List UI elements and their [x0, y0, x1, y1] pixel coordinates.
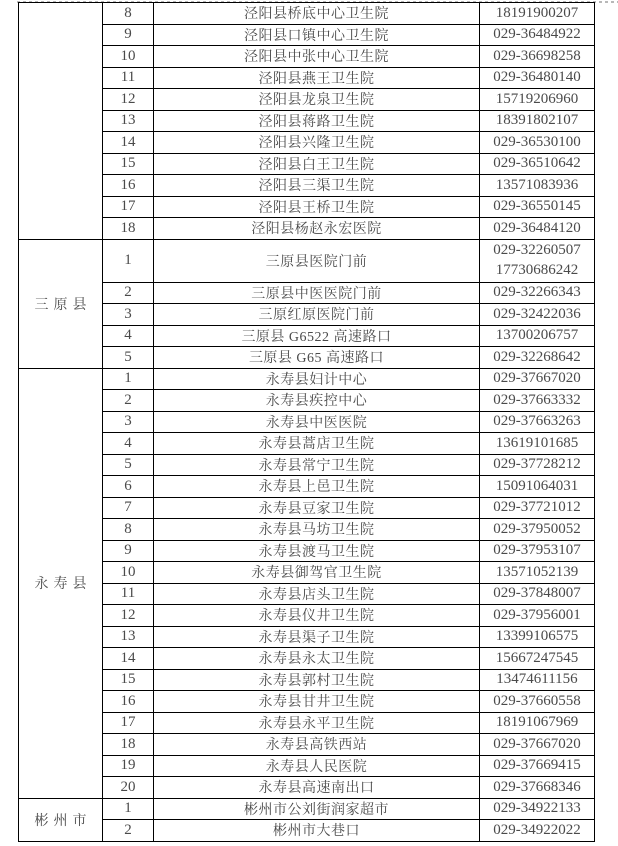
table-row	[19, 67, 595, 89]
site-name-cell: 永寿县高速南出口	[154, 777, 480, 799]
row-index-cell: 19	[103, 755, 154, 777]
phone-cell	[480, 239, 595, 282]
site-name-cell: 泾阳县桥底中心卫生院	[154, 3, 480, 25]
table-row	[19, 132, 595, 154]
site-name-cell: 泾阳县燕王卫生院	[154, 67, 480, 89]
phone-cell	[480, 777, 595, 799]
site-name-cell: 泾阳县王桥卫生院	[154, 196, 480, 218]
site-name-cell: 永寿县永太卫生院	[154, 648, 480, 670]
site-name-cell: 永寿县中医医院	[154, 411, 480, 433]
site-name-cell: 泾阳县口镇中心卫生院	[154, 24, 480, 46]
site-name-cell: 永寿县店头卫生院	[154, 583, 480, 605]
table-row	[19, 669, 595, 691]
table-row	[19, 347, 595, 369]
phone-cell	[480, 755, 595, 777]
table-row	[19, 562, 595, 584]
phone-cell	[480, 540, 595, 562]
row-index-cell: 16	[103, 175, 154, 197]
site-name-cell: 永寿县高铁西站	[154, 734, 480, 756]
site-name-cell: 泾阳县兴隆卫生院	[154, 132, 480, 154]
row-index-cell: 8	[103, 519, 154, 541]
table-row	[19, 433, 595, 455]
phone-number: 029-37663263	[493, 413, 581, 429]
site-name-cell: 永寿县甘井卫生院	[154, 691, 480, 713]
phone-number: 029-37953107	[493, 542, 581, 558]
row-index-cell: 1	[103, 368, 154, 390]
row-index-cell: 6	[103, 476, 154, 498]
table-row	[19, 820, 595, 842]
phone-cell	[480, 46, 595, 68]
row-index-cell: 3	[103, 304, 154, 326]
row-index-cell: 17	[103, 712, 154, 734]
region-cell: 三原县	[19, 239, 103, 368]
site-name-cell: 泾阳县中张中心卫生院	[154, 46, 480, 68]
site-name-cell: 彬州市公刘街润家超市	[154, 798, 480, 820]
row-index-cell: 4	[103, 433, 154, 455]
site-name-cell: 永寿县疾控中心	[154, 390, 480, 412]
table-row	[19, 648, 595, 670]
row-index-cell: 12	[103, 605, 154, 627]
phone-number: 18391802107	[495, 112, 579, 128]
region-cell: 永寿县	[19, 368, 103, 798]
phone-cell	[480, 798, 595, 820]
table-row	[19, 691, 595, 713]
phone-cell	[480, 196, 595, 218]
phone-cell	[480, 497, 595, 519]
phone-cell	[480, 347, 595, 369]
phone-cell	[480, 583, 595, 605]
phone-cell	[480, 691, 595, 713]
phone-number: 029-32422036	[493, 305, 581, 322]
phone-cell	[480, 411, 595, 433]
site-name-cell: 泾阳县白王卫生院	[154, 153, 480, 175]
table-row	[19, 583, 595, 605]
site-name-cell: 三原县 G65 高速路口	[154, 347, 480, 369]
phone-cell	[480, 368, 595, 390]
phone-number: 13399106575	[495, 628, 579, 644]
row-index-cell: 10	[103, 562, 154, 584]
phone-number: 029-36698258	[493, 47, 581, 64]
table-row	[19, 798, 595, 820]
phone-number: 13474611156	[496, 671, 578, 687]
site-name-cell: 永寿县妇计中心	[154, 368, 480, 390]
table-row	[19, 497, 595, 519]
phone-cell	[480, 820, 595, 842]
phone-number: 029-37660558	[493, 692, 581, 709]
table-row	[19, 196, 595, 218]
row-index-cell: 5	[103, 454, 154, 476]
phone-cell	[480, 519, 595, 541]
phone-number: 13700206757	[495, 327, 579, 343]
phone-number: 029-37721012	[493, 499, 581, 515]
phone-number: 18191067969	[495, 714, 579, 730]
phone-number: 15667247545	[495, 649, 579, 666]
row-index-cell: 12	[103, 89, 154, 111]
site-name-cell: 三原县医院门前	[154, 239, 480, 282]
site-name-cell: 永寿县人民医院	[154, 755, 480, 777]
phone-cell	[480, 304, 595, 326]
phone-cell	[480, 562, 595, 584]
site-name-cell: 泾阳县蒋路卫生院	[154, 110, 480, 132]
phone-number: 029-36484922	[493, 26, 581, 42]
table-row	[19, 411, 595, 433]
table-row	[19, 89, 595, 111]
phone-number: 029-32268642	[493, 348, 581, 365]
site-name-cell: 永寿县郭村卫生院	[154, 669, 480, 691]
phone-cell	[480, 390, 595, 412]
phone-cell	[480, 132, 595, 154]
table-row	[19, 454, 595, 476]
table-row	[19, 390, 595, 412]
row-index-cell: 7	[103, 497, 154, 519]
table-row	[19, 325, 595, 347]
phone-number: 029-36530100	[493, 133, 581, 150]
row-index-cell: 9	[103, 24, 154, 46]
table-row	[19, 110, 595, 132]
site-name-cell: 三原县 G6522 高速路口	[154, 325, 480, 347]
phone-cell	[480, 24, 595, 46]
phone-cell	[480, 325, 595, 347]
phone-cell	[480, 476, 595, 498]
phone-cell	[480, 454, 595, 476]
phone-cell	[480, 153, 595, 175]
phone-number: 18191900207	[495, 4, 579, 21]
phone-cell	[480, 218, 595, 240]
site-name-cell: 永寿县豆家卫生院	[154, 497, 480, 519]
table-row	[19, 734, 595, 756]
site-name-cell: 永寿县渠子卫生院	[154, 626, 480, 648]
table-row	[19, 368, 595, 390]
row-index-cell: 20	[103, 777, 154, 799]
phone-number: 13571052139	[495, 563, 579, 580]
phone-number: 029-37668346	[493, 778, 581, 795]
phone-cell	[480, 626, 595, 648]
row-index-cell: 15	[103, 153, 154, 175]
site-name-cell: 泾阳县三渠卫生院	[154, 175, 480, 197]
phone-cell	[480, 669, 595, 691]
phone-number: 029-36510642	[493, 155, 581, 171]
phone-cell	[480, 3, 595, 25]
site-name-cell: 彬州市大巷口	[154, 820, 480, 842]
row-index-cell: 16	[103, 691, 154, 713]
phone-number: 029-37669415	[493, 757, 581, 773]
row-index-cell: 14	[103, 648, 154, 670]
row-index-cell: 10	[103, 46, 154, 68]
row-index-cell: 3	[103, 411, 154, 433]
table-row	[19, 304, 595, 326]
region-cell	[19, 3, 103, 240]
table-row	[19, 777, 595, 799]
phone-number: 029-37848007	[493, 585, 581, 601]
row-index-cell: 2	[103, 282, 154, 304]
table-row	[19, 755, 595, 777]
row-index-cell: 5	[103, 347, 154, 369]
phone-cell	[480, 89, 595, 111]
site-name-cell: 三原县中医医院门前	[154, 282, 480, 304]
phone-number: 029-36550145	[493, 198, 581, 214]
table-row	[19, 282, 595, 304]
row-index-cell: 18	[103, 734, 154, 756]
site-name-cell: 永寿县蒿店卫生院	[154, 433, 480, 455]
row-index-cell: 15	[103, 669, 154, 691]
phone-cell	[480, 110, 595, 132]
table-body	[19, 3, 595, 842]
phone-number: 029-37667020	[493, 735, 581, 752]
phone-number: 029-34922133	[493, 800, 581, 816]
row-index-cell: 9	[103, 540, 154, 562]
site-name-cell: 泾阳县龙泉卫生院	[154, 89, 480, 111]
row-index-cell: 11	[103, 67, 154, 89]
row-index-cell: 8	[103, 3, 154, 25]
table-row	[19, 476, 595, 498]
phone-number: 029-37950052	[493, 520, 581, 537]
row-index-cell: 2	[103, 390, 154, 412]
phone-number: 029-32260507	[493, 242, 581, 258]
phone-number: 029-34922022	[493, 821, 581, 838]
table-row	[19, 3, 595, 25]
site-name-cell: 三原红原医院门前	[154, 304, 480, 326]
contact-table	[18, 2, 595, 842]
site-name-cell: 永寿县常宁卫生院	[154, 454, 480, 476]
region-cell: 彬州市	[19, 798, 103, 841]
phone-number: 13619101685	[495, 434, 579, 451]
table-row	[19, 712, 595, 734]
site-name-cell: 永寿县仪井卫生院	[154, 605, 480, 627]
phone-number: 029-32266343	[493, 284, 581, 300]
row-index-cell: 18	[103, 218, 154, 240]
row-index-cell: 2	[103, 820, 154, 842]
table-row	[19, 153, 595, 175]
phone-number: 13571083936	[495, 176, 579, 193]
phone-number: 029-37728212	[493, 456, 581, 472]
table-row	[19, 24, 595, 46]
phone-number: 17730686242	[495, 261, 579, 278]
table-row	[19, 175, 595, 197]
phone-number: 029-37956001	[493, 606, 581, 623]
phone-cell	[480, 282, 595, 304]
phone-cell	[480, 648, 595, 670]
phone-cell	[480, 712, 595, 734]
site-name-cell: 永寿县马坊卫生院	[154, 519, 480, 541]
phone-number: 15719206960	[495, 90, 579, 107]
phone-cell	[480, 175, 595, 197]
table-row	[19, 519, 595, 541]
phone-cell	[480, 605, 595, 627]
row-index-cell: 13	[103, 626, 154, 648]
site-name-cell: 永寿县御驾官卫生院	[154, 562, 480, 584]
phone-number: 029-37667020	[493, 370, 581, 386]
row-index-cell: 13	[103, 110, 154, 132]
table-row	[19, 626, 595, 648]
table-row	[19, 218, 595, 240]
site-name-cell: 永寿县渡马卫生院	[154, 540, 480, 562]
site-name-cell: 泾阳县杨赵永宏医院	[154, 218, 480, 240]
row-index-cell: 11	[103, 583, 154, 605]
table-row	[19, 540, 595, 562]
site-name-cell: 永寿县永平卫生院	[154, 712, 480, 734]
row-index-cell: 1	[103, 798, 154, 820]
phone-cell	[480, 67, 595, 89]
table-row	[19, 46, 595, 68]
row-index-cell: 14	[103, 132, 154, 154]
phone-number: 029-37663332	[493, 391, 581, 408]
phone-number: 15091064031	[495, 477, 579, 494]
phone-number: 029-36480140	[493, 69, 581, 85]
phone-cell	[480, 734, 595, 756]
table-row	[19, 239, 595, 282]
row-index-cell: 4	[103, 325, 154, 347]
phone-number: 029-36484120	[493, 219, 581, 236]
phone-cell	[480, 433, 595, 455]
table-row	[19, 605, 595, 627]
site-name-cell: 永寿县上邑卫生院	[154, 476, 480, 498]
row-index-cell: 1	[103, 239, 154, 282]
row-index-cell: 17	[103, 196, 154, 218]
